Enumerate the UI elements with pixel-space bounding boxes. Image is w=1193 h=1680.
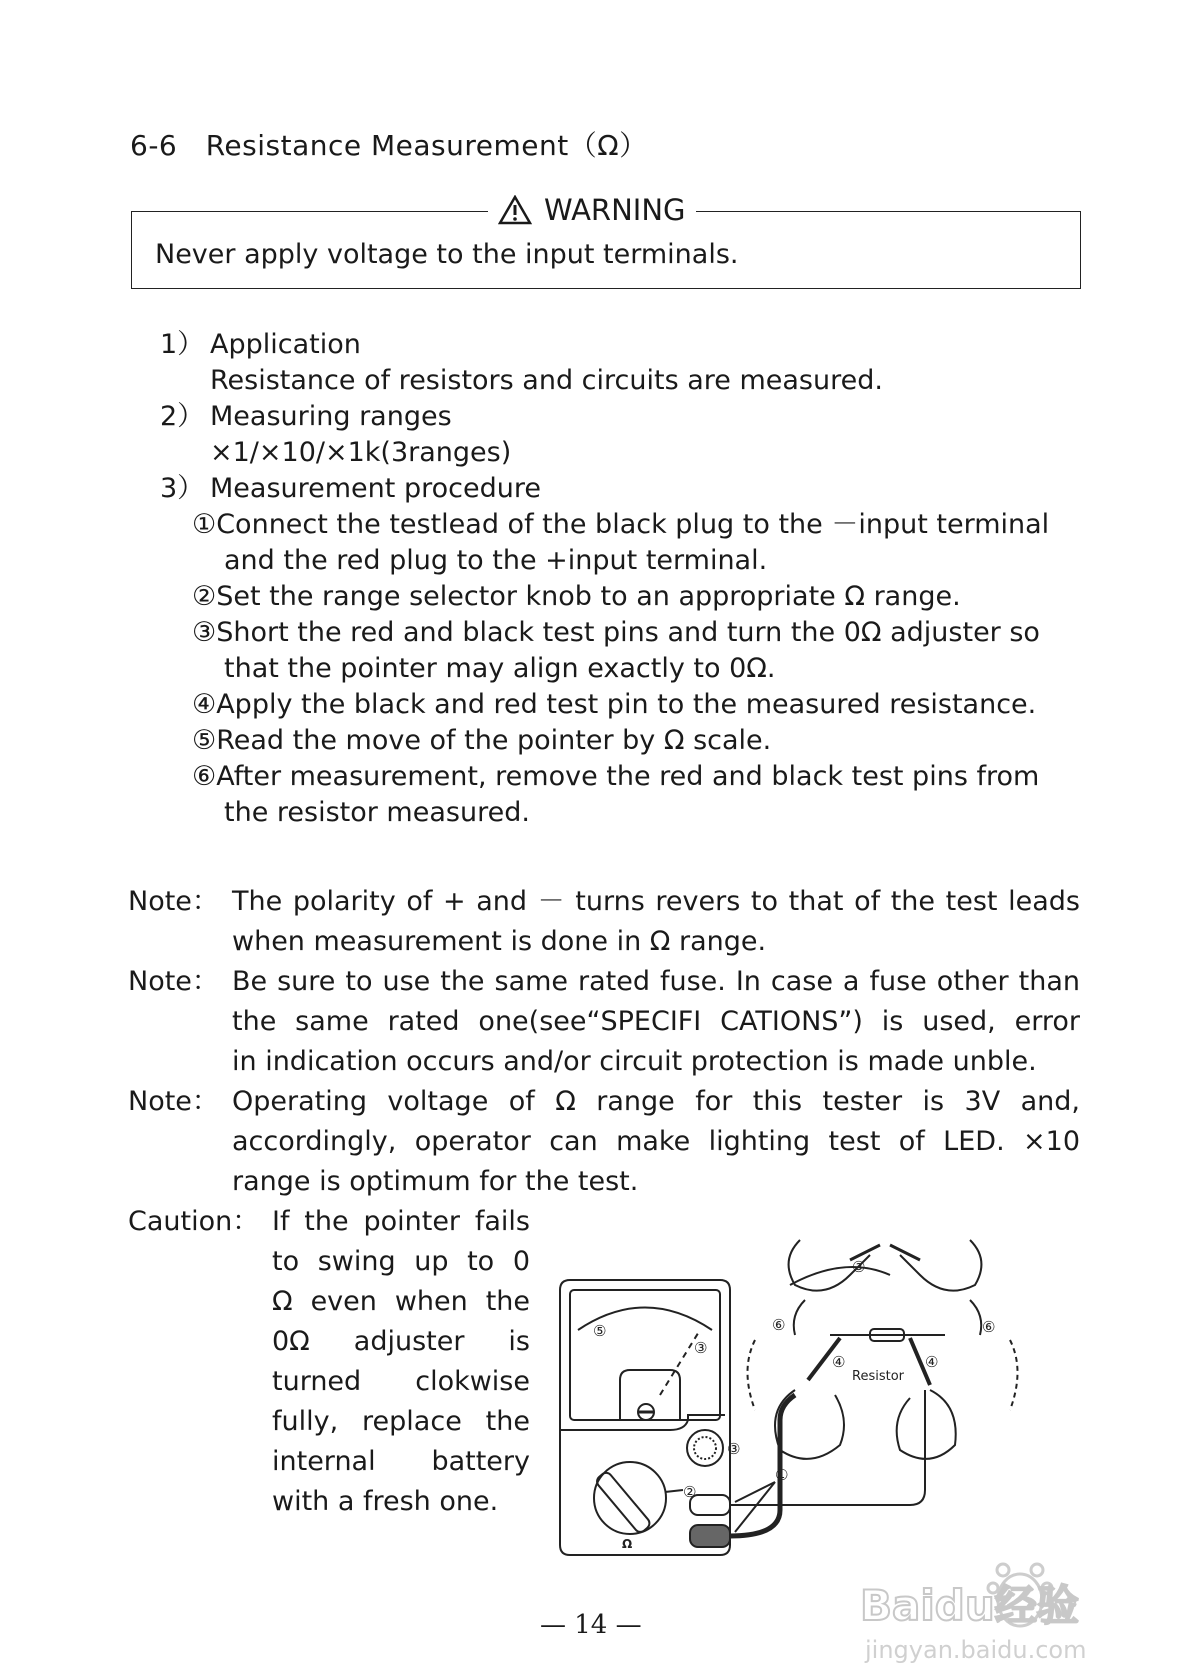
item-number: 3） [160,473,205,504]
step-line: ⑤Read the move of the pointer by Ω scale. [192,725,772,756]
marker-6: ⑥ [982,1318,996,1336]
caution-line: 0Ω adjuster is [272,1326,530,1357]
marker-3: ③ [727,1440,741,1458]
marker-3: ③ [694,1339,708,1357]
input-jack-minus [690,1525,730,1547]
step-line: ②Set the range selector knob to an appropriate Ω range. [192,581,961,612]
marker-4: ④ [925,1353,939,1371]
note-line: range is optimum for the test. [232,1166,639,1197]
marker-1: ① [775,1466,789,1484]
caution-label: Caution： [128,1206,260,1237]
warning-triangle-icon [498,195,532,225]
note-line: accordingly, operator can make lighting test of LED. ×10 [232,1126,1080,1157]
item-number: 2） [160,401,205,432]
watermark-brand: Baidu经验 [860,1581,1079,1630]
marker-3: ③ [852,1258,866,1276]
step-line: ⑥After measurement, remove the red and black test pins from [192,761,1040,792]
item-title: Application [210,329,361,360]
note-label: Note： [128,1086,219,1117]
panel-line [560,1415,725,1430]
ohm-symbol: Ω [622,1537,633,1551]
page-number: — 14 — [540,1610,642,1640]
marker-4: ④ [832,1353,846,1371]
marker-2: ② [683,1483,697,1501]
step-line: that the pointer may align exactly to 0Ω. [224,653,776,684]
item-line: Resistance of resistors and circuits are measured. [210,365,883,396]
caution-line: to swing up to 0 [272,1246,530,1277]
zero-adjuster-dial [687,1430,723,1466]
caution-line: with a fresh one. [272,1486,499,1517]
watermark-url: jingyan.baidu.com [865,1636,1087,1664]
note-line: Operating voltage of Ω range for this tester is 3V and, [232,1086,1080,1117]
step-line: the resistor measured. [224,797,530,828]
section-heading: 6-6 Resistance Measurement（Ω） [130,129,648,162]
step-line: and the red plug to the +input terminal. [224,545,768,576]
note-line: the same rated one(see“SPECIFI CATIONS”) is used, error [232,1006,1080,1037]
caution-line: fully, replace the [272,1406,530,1437]
warning-text: Never apply voltage to the input terminals. [155,239,739,270]
note-label: Note： [128,886,219,917]
item-title: Measurement procedure [210,473,541,504]
note-line: The polarity of + and － turns revers to that of the test leads [232,886,1080,917]
caution-line: turned clokwise [272,1366,530,1397]
note-line: in indication occurs and/or circuit protection is made unble. [232,1046,1037,1077]
item-title: Measuring ranges [210,401,452,432]
note-line: when measurement is done in Ω range. [232,926,767,957]
marker-6: ⑥ [772,1316,786,1334]
note-line: Be sure to use the same rated fuse. In case a fuse other than [232,966,1080,997]
baidu-watermark-logo [855,1550,1155,1670]
step-line: ④Apply the black and red test pin to the measured resistance. [192,689,1037,720]
step-line: ③Short the red and black test pins and turn the 0Ω adjuster so [192,617,1040,648]
warning-label: WARNING [544,193,686,227]
warning-title [488,190,696,230]
item-line: ×1/×10/×1k(3ranges) [210,437,512,468]
red-lead [730,1390,925,1505]
caution-line: If the pointer fails [272,1206,530,1237]
note-label: Note： [128,966,219,997]
resistor-label: Resistor [852,1369,904,1384]
marker-5: ⑤ [593,1322,607,1340]
meter-body [560,1280,730,1555]
step-line: ①Connect the testlead of the black plug to the －input terminal [192,509,1050,540]
multimeter-illustration [550,1220,1080,1570]
caution-line: internal battery [272,1446,530,1477]
right-hand [897,1390,956,1459]
item-number: 1） [160,329,205,360]
top-right-hand [900,1240,981,1291]
caution-line: Ω even when the [272,1286,530,1317]
